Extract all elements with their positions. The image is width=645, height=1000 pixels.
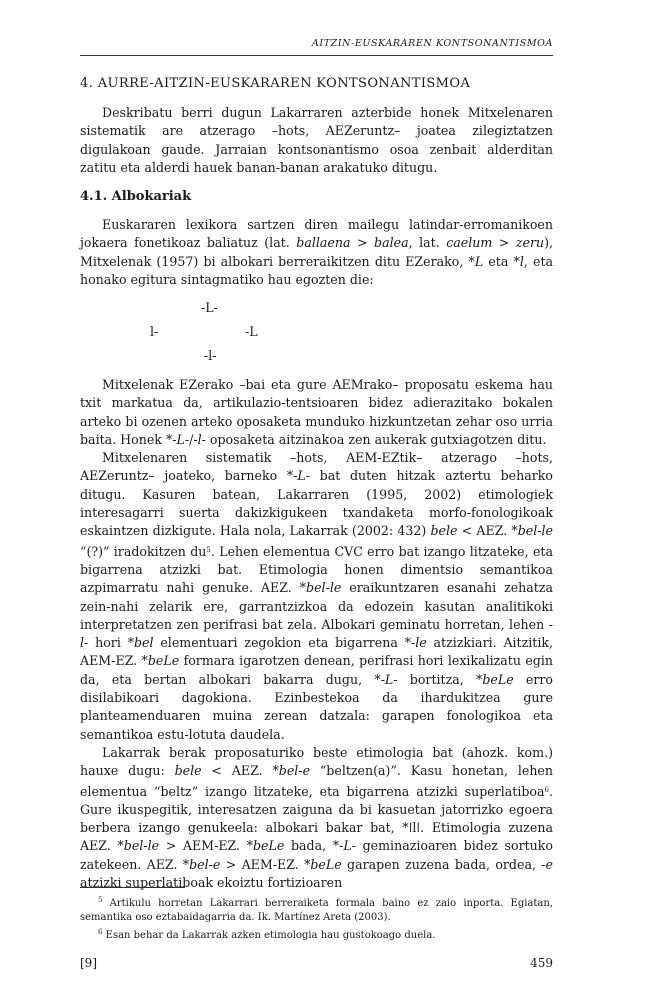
paragraph-albokari-intro xyxy=(80,216,553,289)
schema-bottom: -l- xyxy=(204,348,217,363)
intro-paragraph: Deskribatu berri dugun Lakarraren azterbide honek Mitxelenaren sistematik are atzerago –hots, AEZeruntz– joatea zilegiztatzen digulakoan gaude. Jarraian kontsonantismo osoa zenbait alderditan zatitu eta alderdi hauek banan-banan arakatuko ditugu. xyxy=(80,105,553,175)
main-text xyxy=(80,376,553,892)
folio-left: [9] xyxy=(80,956,97,970)
paragraph-4: Lakarrak berak proposaturiko beste etimologia bat (ahozk. kom.) hauxe dugu: bele < AEZ. *bel-e “beltzen(a)”. Kasu honetan, lehen elementua “beltz” izango litzateke, eta bigarrena atzizki superlatiboa$^6$. Gure ikuspegitik, interesatzen zaiguna da bi kasuetan jatorrizko egoera berbera izango genukeela: albokari bakar bat, *ǀlǀ. Etimologia zuzena AEZ. *bel-le > AEM-EZ. *beLe bada, *-L- geminazioaren bidez sortuko zatekeen. AEZ. *bel-e > AEM-EZ. *beLe garapen zuzena bada, ordea, -e atzizki superlatiboak ekoiztu fortizioaren xyxy=(80,744,554,891)
header-rule xyxy=(80,55,553,56)
page-number: 459 xyxy=(530,956,553,970)
schema-left: l- xyxy=(150,324,159,339)
intro-block xyxy=(80,104,553,177)
section-heading: 4. AURRE-AITZIN-EUSKARAREN KONTSONANTISMOA xyxy=(80,76,471,91)
footnotes xyxy=(80,893,553,943)
paragraph-2: Mitxelenak EZerako –bai eta gure AEMrako– proposatu eskema hau txit markatua da, artikulazio-tentsioaren bidez adierazitako bokalen arteko bi ozenen arteko oposaketa munduko hizkuntzetan zehar oso urria baita. Honek *-L-/-l- oposaketa aitzinakoa zen aukerak gutxiagotzen ditu. xyxy=(80,377,553,447)
footnote-5: $^5$ Artikulu horretan Lakarrari berreraiketa formala baino ez zaio inporta. Egiatan, semantika oso eztabaidagarria da. Ik. Martínez Areta (2003). xyxy=(80,896,553,923)
schema-top: -L- xyxy=(201,300,218,315)
footnote-6: $^6$ Esan behar da Lakarrak azken etimologia hau gustokoago duela. xyxy=(98,928,436,941)
paragraph-1: Euskararen lexikora sartzen diren mailegu latindar-erromanikoen jokaera fonetikoaz baliatuz (lat. ballaena > balea, lat. caelum > zeru), Mitxelenak (1957) bi albokari berreraikitzen ditu EZerako, *L eta *l, eta honako egitura sintagmatiko hau egozten die: xyxy=(80,217,554,287)
running-head: AITZIN-EUSKARAREN KONTSONANTISMOA xyxy=(311,38,553,49)
paragraph-3: Mitxelenaren sistematik –hots, AEM-EZtik– atzerago –hots, AEZeruntz– joateko, barneko *-L- bat duten hitzak aztertu beharko ditugu. Kasuren batean, Lakarraren (1995, 2002) etimologiek interesagarri suerta dakizkigukeen txandaketa morfo-fonologikoak eskaintzen dizkigute. Hala nola, Lakarrak (2002: 432) bele < AEZ. *bel-le “(?)” iradokitzen $du^5$. Lehen elementua CVC erro bat izango litzateke, eta bigarrena atzizki bat. Etimologia honen dimentsio semantikoa azpimarratu nahi genuke. AEZ. *bel-le eraikuntzaren esanahi zehatza zein-nahi zelarik ere, garrantzizkoa da edozein kasutan analitikoki interpretatzen zen perifrasi bat zela. Albokari geminatu horretan, lehen -l- hori *bel elementuari zegokion eta bigarrena *-le atzizkiari. Aitzitik, AEM-EZ. *beLe formara igarotzen denean, perifrasi hori lexikalizatu egin da, eta bertan albokari bakarra dugu, *-L- bortitza, *beLe erro disilabikoari dagokiona. Ezinbestekoa da ihardukitzea gure planteamenduaren muina zerean datzala: garapen fonologikoa eta semantikoa estu-lotuta daudela. xyxy=(80,450,554,742)
schema-right: -L xyxy=(245,324,258,339)
footnote-ref-5: 5 xyxy=(206,545,211,554)
footnote-rule xyxy=(80,887,185,888)
footnote-ref-6: 6 xyxy=(544,785,549,794)
subsection-heading: 4.1. Albokariak xyxy=(80,189,192,204)
